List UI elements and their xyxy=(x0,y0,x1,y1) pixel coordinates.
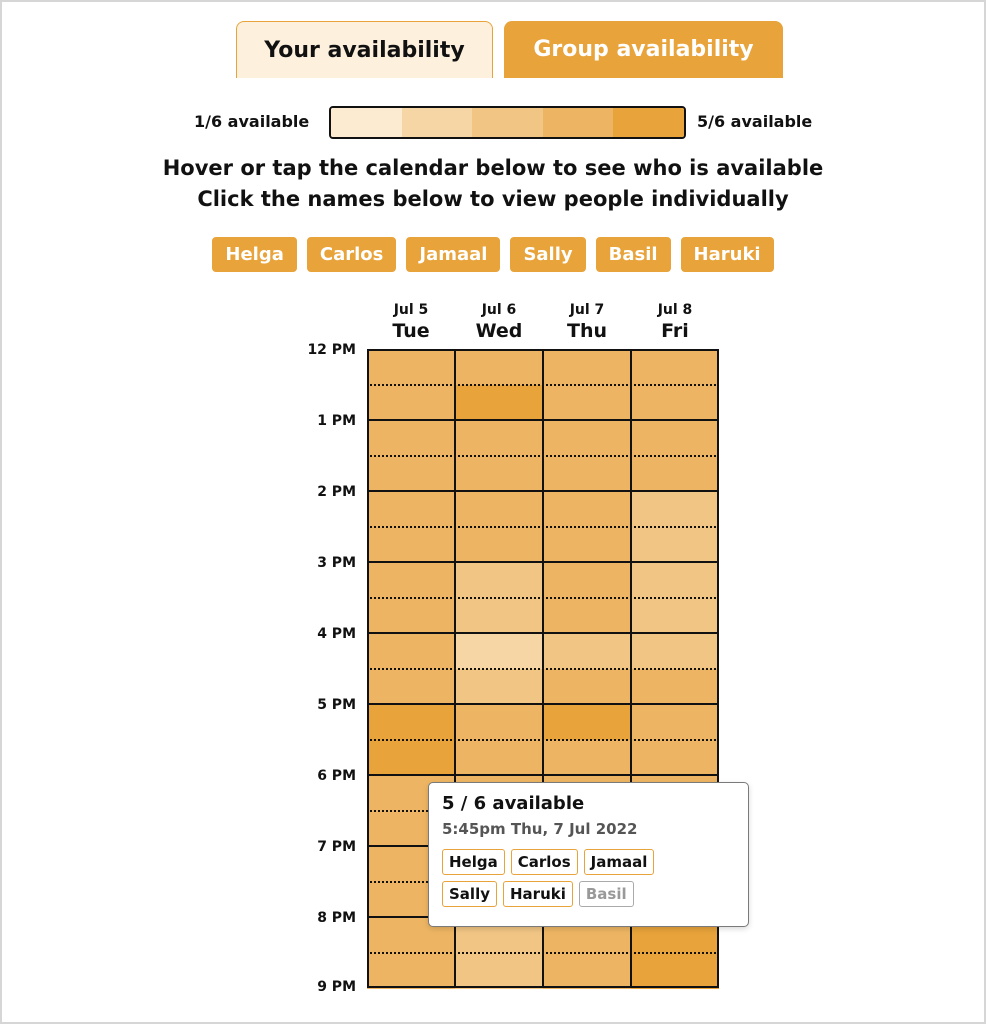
availability-slot[interactable] xyxy=(367,669,455,705)
availability-slot[interactable] xyxy=(455,349,543,385)
legend-segment xyxy=(543,108,614,137)
tooltip-name-basil: Basil xyxy=(579,881,634,907)
availability-slot[interactable] xyxy=(367,633,455,669)
availability-slot[interactable] xyxy=(455,491,543,527)
availability-slot[interactable] xyxy=(455,598,543,634)
availability-slot[interactable] xyxy=(543,704,631,740)
day-name: Tue xyxy=(392,320,430,342)
availability-slot[interactable] xyxy=(367,491,455,527)
day-name: Wed xyxy=(475,320,523,342)
availability-slot[interactable] xyxy=(543,562,631,598)
availability-slot[interactable] xyxy=(367,349,455,385)
availability-slot[interactable] xyxy=(631,491,719,527)
availability-slot[interactable] xyxy=(543,349,631,385)
day-date: Jul 7 xyxy=(569,302,605,318)
availability-slot[interactable] xyxy=(543,456,631,492)
availability-slot[interactable] xyxy=(367,527,455,563)
availability-slot[interactable] xyxy=(455,420,543,456)
availability-slot[interactable] xyxy=(455,669,543,705)
availability-slot[interactable] xyxy=(455,704,543,740)
availability-slot[interactable] xyxy=(631,598,719,634)
tooltip-name-haruki: Haruki xyxy=(503,881,573,907)
time-label-9pm: 9 PM xyxy=(317,979,356,995)
time-label-5pm: 5 PM xyxy=(317,697,356,713)
person-button-jamaal[interactable]: Jamaal xyxy=(406,237,500,272)
day-name: Thu xyxy=(566,320,607,342)
availability-slot[interactable] xyxy=(367,420,455,456)
person-button-sally[interactable]: Sally xyxy=(510,237,585,272)
legend-segment xyxy=(402,108,473,137)
availability-slot[interactable] xyxy=(367,953,455,989)
instruction-click-names: Click the names below to view people individually xyxy=(197,187,789,211)
day-date: Jul 5 xyxy=(393,302,429,318)
tooltip-name-list xyxy=(442,849,682,907)
person-button-basil[interactable]: Basil xyxy=(596,237,671,272)
time-label-7pm: 7 PM xyxy=(317,839,356,855)
time-label-1pm: 1 PM xyxy=(317,413,356,429)
availability-slot[interactable] xyxy=(543,598,631,634)
availability-slot[interactable] xyxy=(543,491,631,527)
day-name: Fri xyxy=(661,320,689,342)
availability-slot[interactable] xyxy=(631,385,719,421)
person-button-carlos[interactable]: Carlos xyxy=(307,237,396,272)
tooltip-name-sally: Sally xyxy=(442,881,497,907)
tooltip-name-jamaal: Jamaal xyxy=(584,849,655,875)
legend-segment xyxy=(472,108,543,137)
time-label-8pm: 8 PM xyxy=(317,910,356,926)
availability-slot[interactable] xyxy=(367,598,455,634)
person-button-helga[interactable]: Helga xyxy=(212,237,296,272)
legend-min-label: 1/6 available xyxy=(194,112,310,131)
time-label-2pm: 2 PM xyxy=(317,484,356,500)
availability-slot[interactable] xyxy=(367,385,455,421)
day-header-fri xyxy=(631,302,719,342)
availability-slot[interactable] xyxy=(367,704,455,740)
time-label-4pm: 4 PM xyxy=(317,626,356,642)
time-label-3pm: 3 PM xyxy=(317,555,356,571)
legend-max-label: 5/6 available xyxy=(697,112,813,131)
availability-slot[interactable] xyxy=(455,740,543,776)
availability-slot[interactable] xyxy=(455,562,543,598)
day-header-tue xyxy=(367,302,455,342)
availability-slot[interactable] xyxy=(631,562,719,598)
availability-slot[interactable] xyxy=(543,669,631,705)
day-header-wed xyxy=(455,302,543,342)
availability-slot[interactable] xyxy=(455,633,543,669)
time-label-6pm: 6 PM xyxy=(317,768,356,784)
availability-slot[interactable] xyxy=(631,349,719,385)
tab-your-availability[interactable]: Your availability xyxy=(236,21,493,78)
availability-slot[interactable] xyxy=(455,527,543,563)
availability-tooltip xyxy=(428,782,749,927)
legend-segment xyxy=(331,108,402,137)
availability-slot[interactable] xyxy=(455,385,543,421)
availability-slot[interactable] xyxy=(631,704,719,740)
availability-slot[interactable] xyxy=(631,953,719,989)
time-label-12pm: 12 PM xyxy=(307,342,356,358)
tooltip-time: 5:45pm Thu, 7 Jul 2022 xyxy=(442,820,638,838)
availability-slot[interactable] xyxy=(631,527,719,563)
day-header-thu xyxy=(543,302,631,342)
availability-slot[interactable] xyxy=(543,527,631,563)
availability-slot[interactable] xyxy=(631,633,719,669)
people-list xyxy=(0,237,986,272)
availability-slot[interactable] xyxy=(631,669,719,705)
availability-slot[interactable] xyxy=(543,633,631,669)
availability-slot[interactable] xyxy=(631,740,719,776)
availability-slot[interactable] xyxy=(455,456,543,492)
tab-group-availability[interactable]: Group availability xyxy=(504,21,783,78)
availability-slot[interactable] xyxy=(543,740,631,776)
availability-slot[interactable] xyxy=(543,953,631,989)
tooltip-title: 5 / 6 available xyxy=(442,793,585,814)
availability-slot[interactable] xyxy=(543,420,631,456)
day-date: Jul 6 xyxy=(481,302,517,318)
day-date: Jul 8 xyxy=(657,302,693,318)
tooltip-name-carlos: Carlos xyxy=(511,849,578,875)
person-button-haruki[interactable]: Haruki xyxy=(681,237,774,272)
availability-slot[interactable] xyxy=(367,740,455,776)
availability-slot[interactable] xyxy=(631,420,719,456)
availability-slot[interactable] xyxy=(367,562,455,598)
availability-slot[interactable] xyxy=(631,456,719,492)
availability-slot[interactable] xyxy=(455,953,543,989)
availability-legend-bar xyxy=(329,106,686,139)
availability-slot[interactable] xyxy=(367,456,455,492)
instruction-hover: Hover or tap the calendar below to see who is available xyxy=(162,156,824,180)
tooltip-name-helga: Helga xyxy=(442,849,505,875)
availability-slot[interactable] xyxy=(543,385,631,421)
legend-segment xyxy=(613,108,684,137)
